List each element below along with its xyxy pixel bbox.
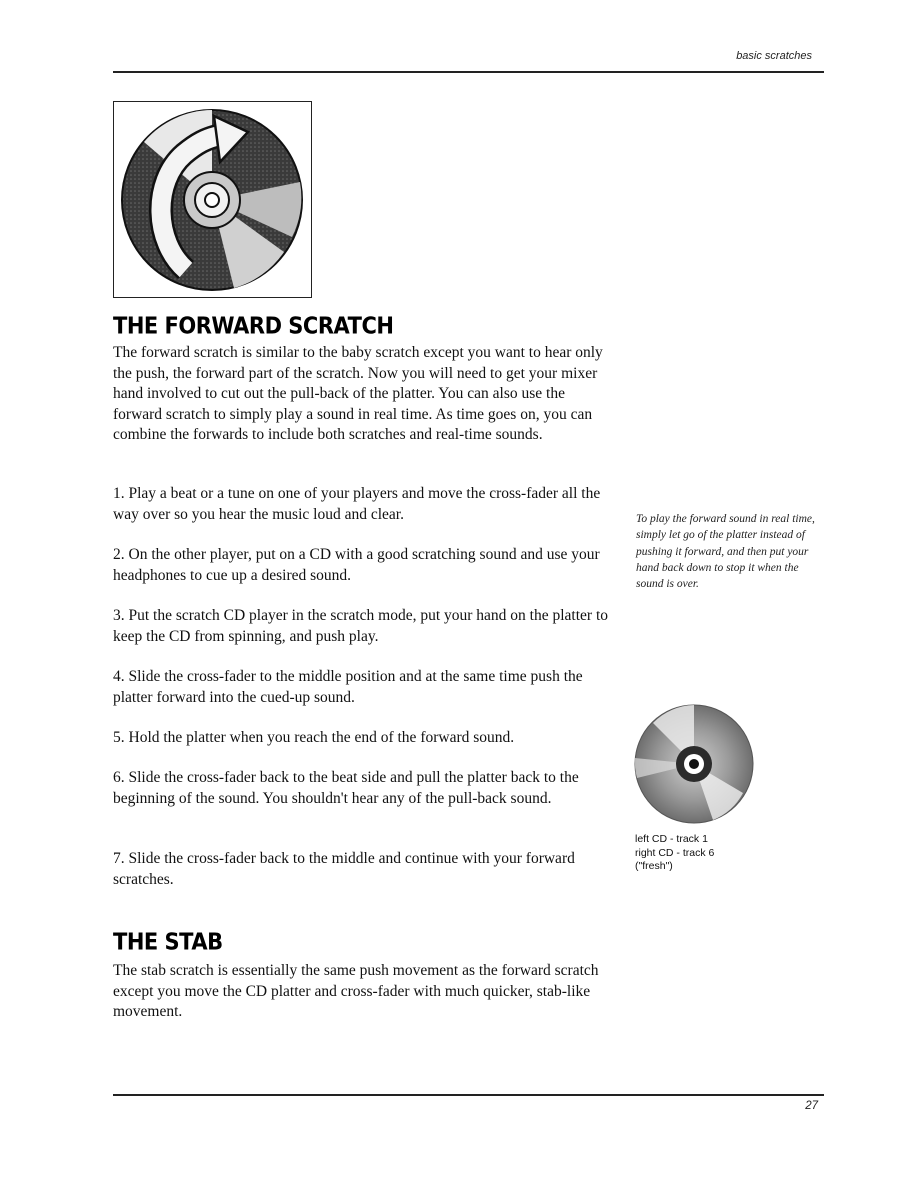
step-2: 2. On the other player, put on a CD with a good scratching sound and use your headphones to cue up a desired sound.: [113, 546, 600, 584]
sidebar-tip: To play the forward sound in real time, simply let go of the platter instead of pushing it forward, and then put your hand back down to stop it when the sound is over.: [636, 513, 815, 591]
stab-heading: THE STAB: [113, 928, 223, 955]
forward-scratch-intro: The forward scratch is similar to the baby scratch except you want to hear only the push, the forward part of the scratch. Now you will need to get your mixer hand involved to cut out the pull-back of the platter. You can also use the forward scratch to simply play a sound in real time. As time goes on, you can combine the forwards to include both scratches and real-time sounds.: [113, 344, 603, 443]
step-7: 7. Slide the cross-fader back to the middle and continue with your forward scratches.: [113, 850, 575, 888]
forward-scratch-figure: [113, 101, 312, 298]
forward-scratch-heading: THE FORWARD SCRATCH: [113, 312, 394, 339]
cd-photo: [633, 703, 755, 825]
header-rule: [113, 71, 824, 73]
cd-caption-line: right CD - track 6: [635, 846, 715, 859]
step-6: 6. Slide the cross-fader back to the beat side and pull the platter back to the beginning of the sound. You shouldn't hear any of the pull-back sound.: [113, 769, 579, 807]
page-number: 27: [805, 1100, 818, 1112]
step-4: 4. Slide the cross-fader to the middle position and at the same time push the platter forward into the cued-up sound.: [113, 668, 583, 706]
cd-caption: [635, 833, 714, 874]
running-header: basic scratches: [736, 50, 812, 62]
cd-caption-line: left CD - track 1: [635, 833, 708, 845]
cd-caption-line: ("fresh"): [635, 860, 673, 872]
step-1: 1. Play a beat or a tune on one of your players and move the cross-fader all the way over so you hear the music loud and clear.: [113, 485, 601, 523]
footer-rule: [113, 1094, 824, 1096]
cd-forward-arrow-icon: [114, 102, 310, 296]
stab-body: The stab scratch is essentially the same push movement as the forward scratch except you move the CD platter and cross-fader with much quicker, stab-like movement.: [113, 962, 599, 1020]
step-3: 3. Put the scratch CD player in the scratch mode, put your hand on the platter to keep the CD from spinning, and push play.: [113, 607, 609, 645]
step-5: 5. Hold the platter when you reach the end of the forward sound.: [113, 729, 515, 746]
